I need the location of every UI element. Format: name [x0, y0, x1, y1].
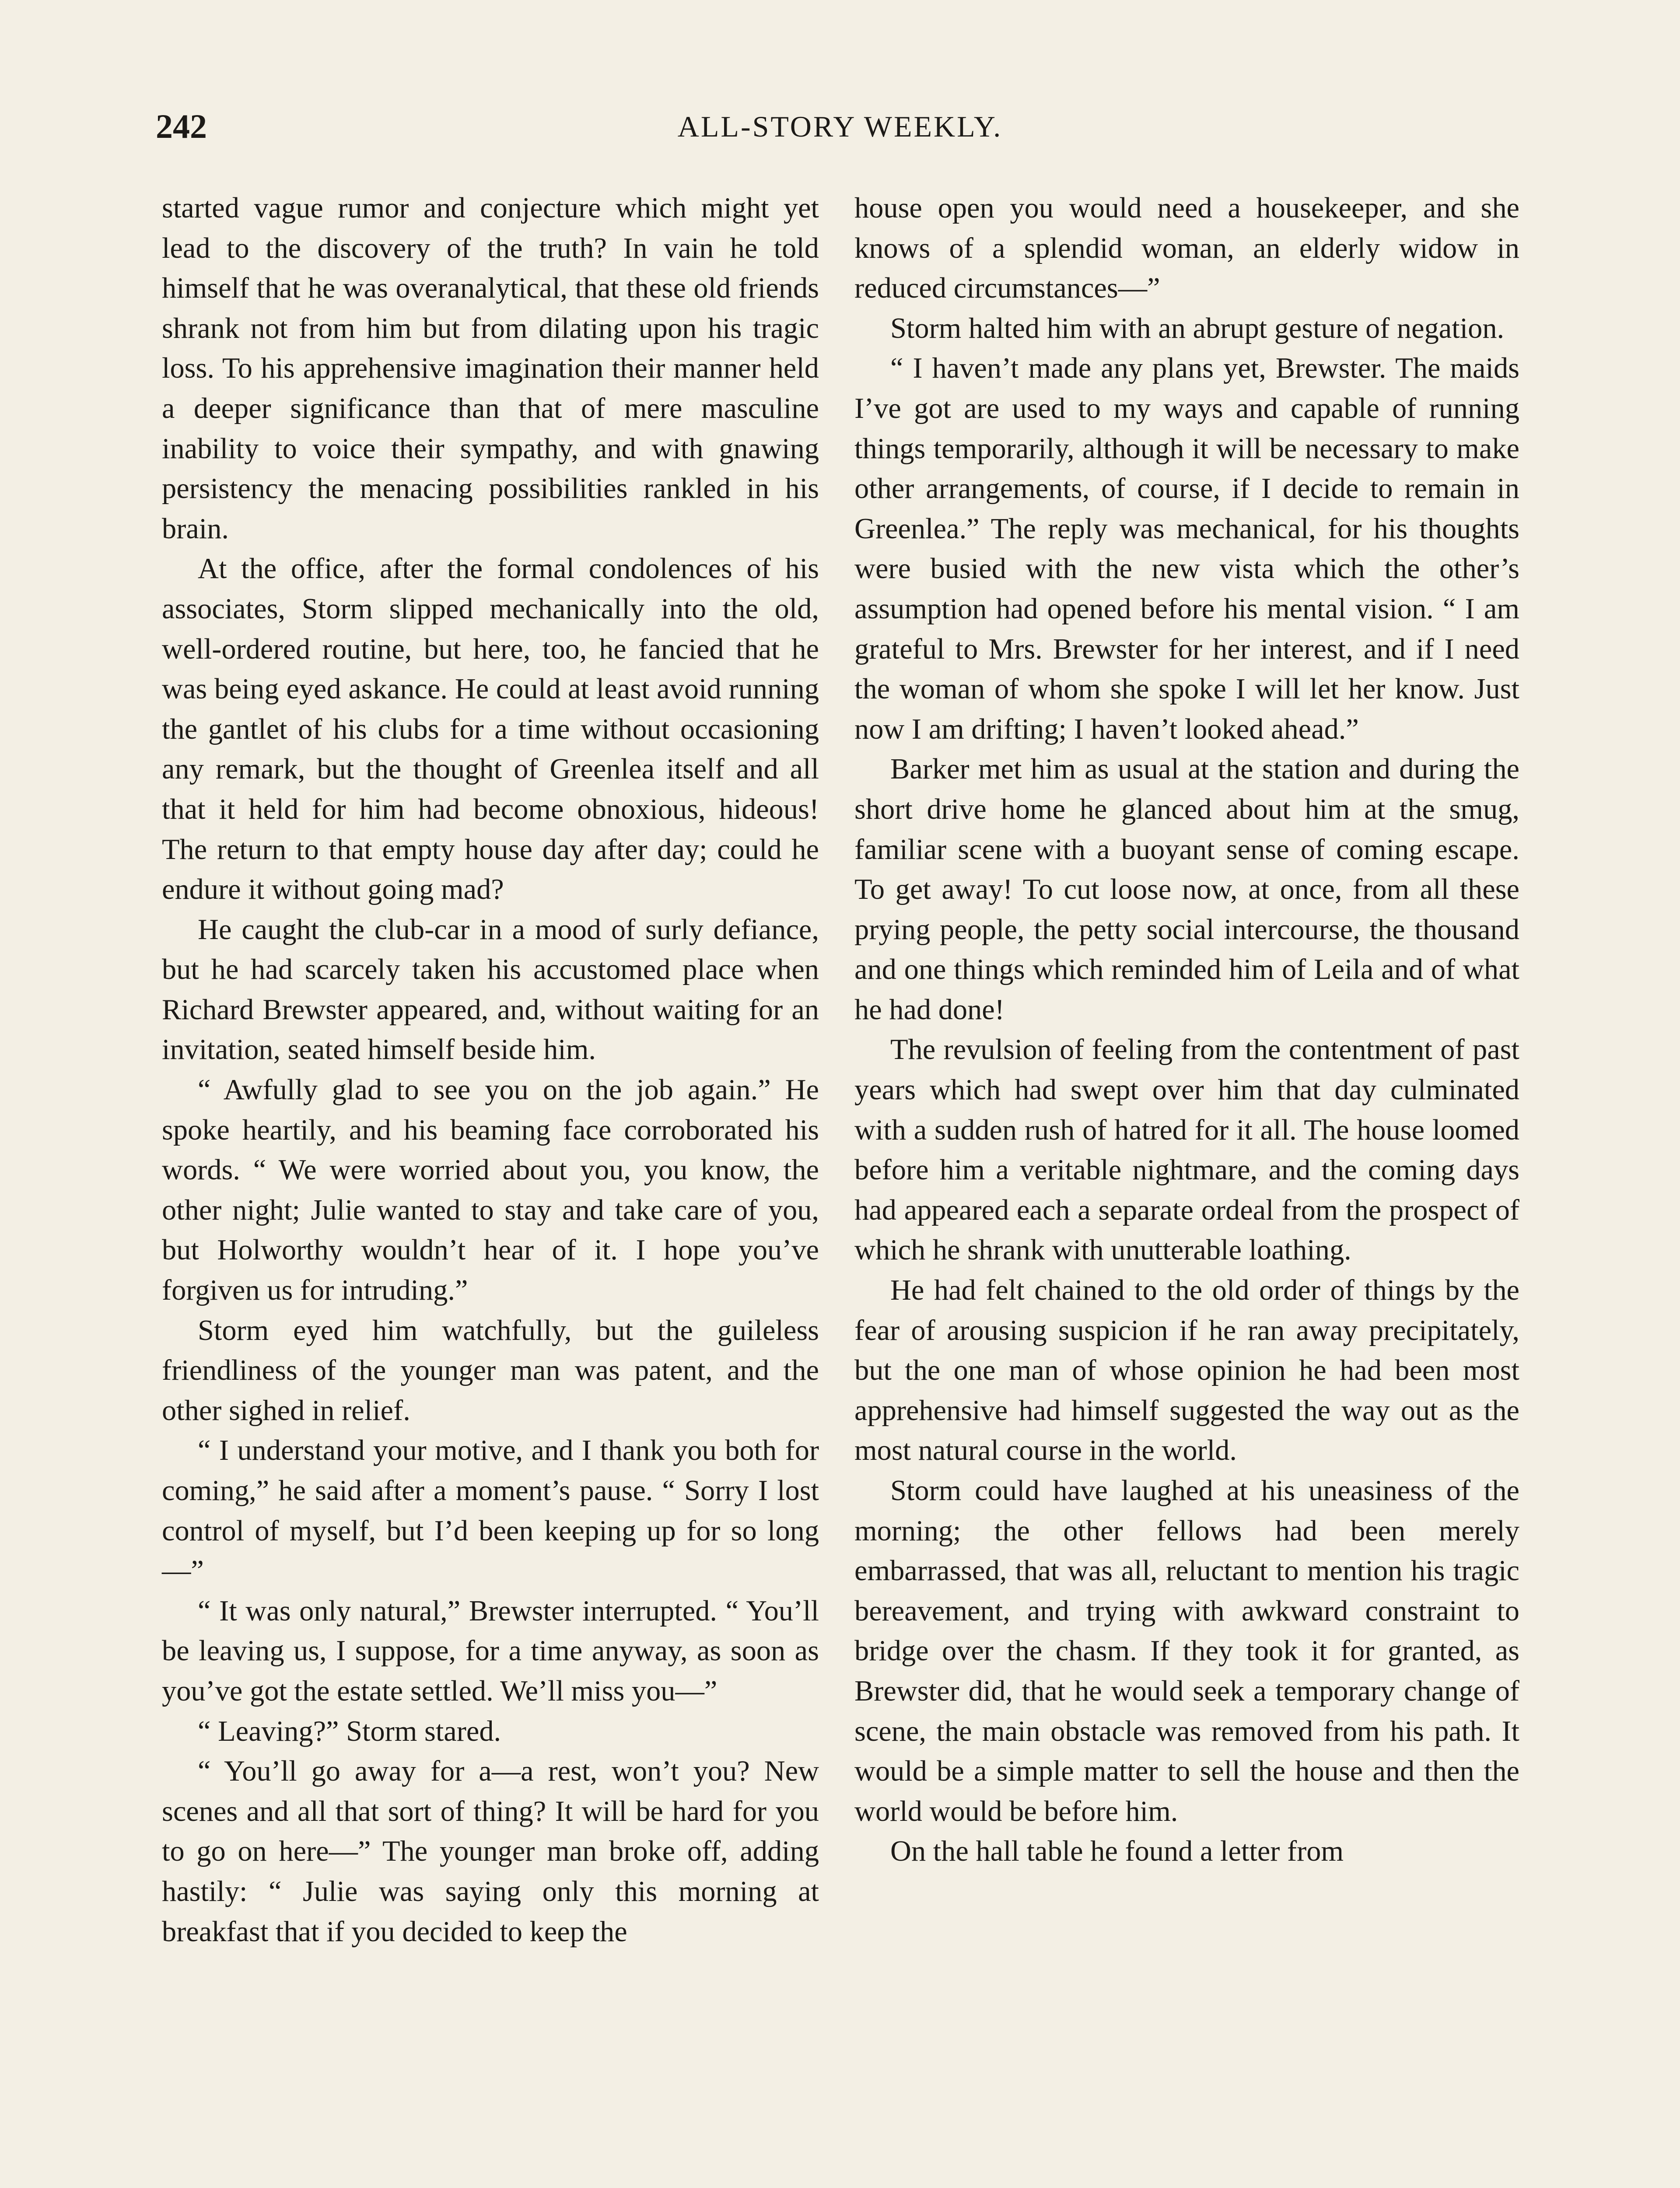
paragraph: On the hall table he found a letter from [890, 1835, 1344, 1868]
paragraph: He had felt chained to the old order of things by the fear of arousing suspicion if he ran away precipitately, but the one man of whose opinion he had been most apprehensive had himself suggested the way out as the most natural course in the world. [854, 1274, 1519, 1467]
paragraph: Storm could have laughed at his uneasiness of the morning; the other fellows had been merely embarrassed, that was all, reluctant to mention his tragic bereavement, and trying with awkward constraint to bridge over the chasm. If they took it for granted, as Brewster did, that he would seek a temporary change of scene, the main obstacle was removed from his path. It would be a simple matter to sell the house and then the world would be before him. [854, 1475, 1519, 1827]
paragraph: “ You’ll go away for a—a rest, won’t you? New scenes and all that sort of thing? It will be hard for you to go on here—” The younger man broke off, adding hastily: “ Julie was saying only this morning at breakfast that if you decided to keep the [162, 1755, 819, 1948]
left-column [162, 188, 819, 1952]
paragraph: house open you would need a housekeeper, and she knows of a splendid woman, an elderly widow in reduced circumstances—” [854, 192, 1519, 305]
paragraph: Barker met him as usual at the station and during the short drive home he glanced about him at the smug, familiar scene with a buoyant sense of coming escape. To get away! To cut loose now, at once, from all these prying people, the petty social intercourse, the thousand and one things which reminded him of Leila and of what he had done! [854, 753, 1519, 1026]
paragraph: “ I haven’t made any plans yet, Brewster. The maids I’ve got are used to my ways and capable of running things temporarily, although it will be necessary to make other arrangements, of course, if I decide to remain in Greenlea.” The reply was mechanical, for his thoughts were busied with the new vista which the other’s assumption had opened before his mental vision. “ I am grateful to Mrs. Brewster for her interest, and if I need the woman of whom she spoke I will let her know. Just now I am drifting; I haven’t looked ahead.” [854, 352, 1519, 745]
paragraph: “ I understand your motive, and I thank you both for coming,” he said after a moment’s pause. “ Sorry I lost control of myself, but I’d been keeping up for so long—” [162, 1434, 819, 1587]
paragraph: “ Leaving?” Storm stared. [198, 1715, 501, 1747]
paragraph: “ Awfully glad to see you on the job again.” He spoke heartily, and his beaming face corroborated his words. “ We were worried about you, you know, the other night; Julie wanted to stay and take care of you, but Holworthy wouldn’t hear of it. I hope you’ve forgiven us for intruding.” [162, 1074, 819, 1307]
paragraph: Storm halted him with an abrupt gesture of negation. [890, 312, 1505, 344]
running-head: ALL-STORY WEEKLY. [677, 110, 1003, 143]
paragraph: He caught the club-car in a mood of surly defiance, but he had scarcely taken his accustomed place when Richard Brewster appeared, and, without waiting for an invitation, seated himself beside him. [162, 913, 819, 1066]
paragraph: The revulsion of feeling from the contentment of past years which had swept over him that day culminated with a sudden rush of hatred for it all. The house loomed before him a veritable nightmare, and the coming days had appeared each a separate ordeal from the prospect of which he shrank with unutterable loathing. [854, 1034, 1519, 1266]
paragraph: At the office, after the formal condolences of his associates, Storm slipped mechanically into the old, well-ordered routine, but here, too, he fancied that he was being eyed askance. He could at least avoid running the gantlet of his clubs for a time without occasioning any remark, but the thought of Greenlea itself and all that it held for him had become obnoxious, hideous! The return to that empty house day after day; could he endure it without going mad? [162, 553, 819, 906]
paragraph: Storm eyed him watchfully, but the guileless friendliness of the younger man was patent, and the other sighed in relief. [162, 1314, 819, 1427]
paragraph: started vague rumor and conjecture which might yet lead to the discovery of the truth? In vain he told himself that he was overanalytical, that these old friends shrank not from him but from dilating upon his tragic loss. To his apprehensive imagination their manner held a deeper significance than that of mere masculine inability to voice their sympathy, and with gnawing persistency the menacing possibilities rankled in his brain. [162, 192, 819, 545]
page-number: 242 [156, 107, 207, 145]
paragraph: “ It was only natural,” Brewster interrupted. “ You’ll be leaving us, I suppose, for a time anyway, as soon as you’ve got the estate settled. We’ll miss you—” [162, 1595, 819, 1707]
right-column [854, 188, 1519, 1872]
